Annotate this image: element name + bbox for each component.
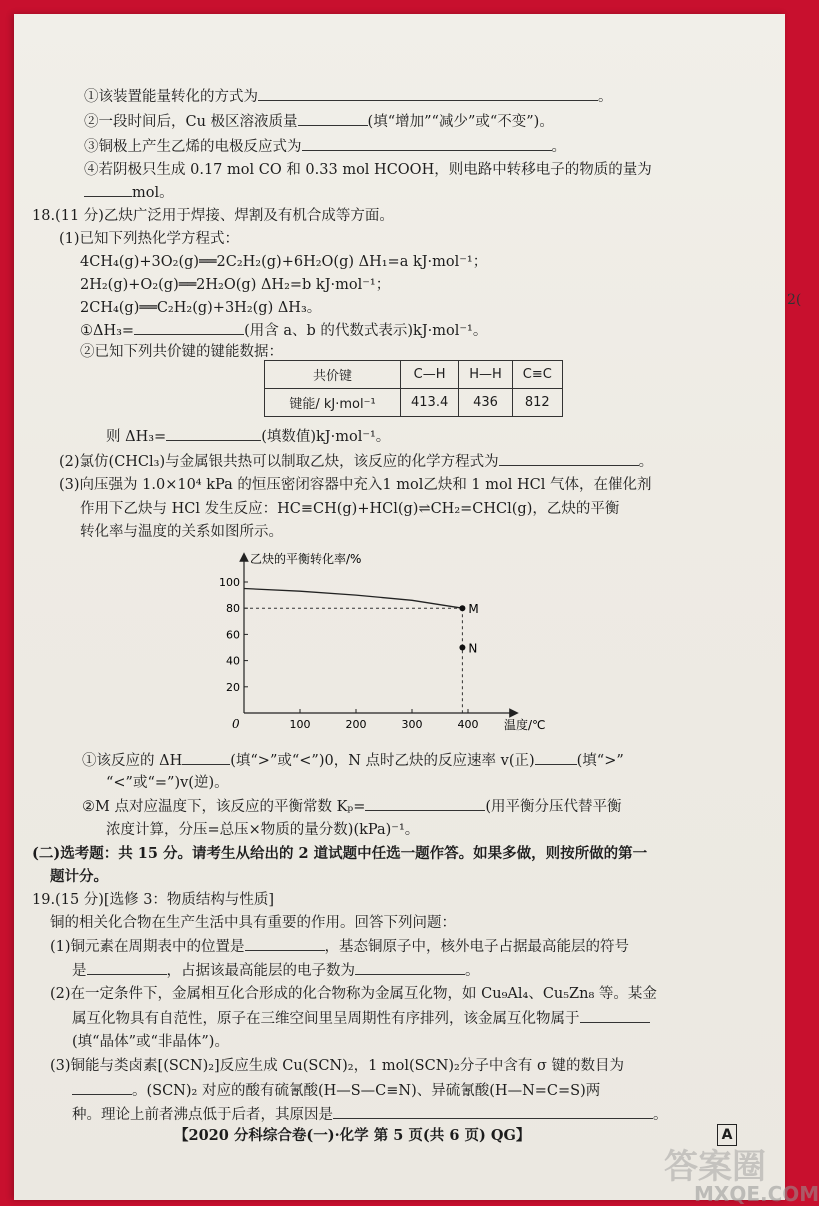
table-cell: 共价键 (265, 361, 401, 389)
section-2-heading: (二)选考题：共 15 分。请考生从给出的 2 道试题中任选一题作答。如果多做，则按所做的第一 (32, 845, 648, 862)
watermark-url: MXQE.COM (694, 1182, 819, 1206)
table-cell: 键能/ kJ·mol⁻¹ (265, 389, 401, 417)
table-cell: H—H (459, 361, 513, 389)
table-row (265, 389, 563, 417)
y-tick-label: 40 (226, 654, 240, 668)
exam-page (14, 14, 819, 1206)
conversion-temperature-chart (214, 549, 554, 739)
question-line-1: ①该装置能量转化的方式为 。 (84, 86, 613, 107)
table-cell: C≡C (512, 361, 562, 389)
q19-part3-line1: (3)铜能与类卤素[(SCN)₂]反应生成 Cu(SCN)₂，1 mol(SCN)₂分子中含有 σ 键的数目为 (50, 1058, 624, 1074)
y-tick-label: 100 (219, 576, 240, 589)
x-axis-label: 温度/℃ (504, 718, 546, 732)
q18-part3-line1: (3)向压强为 1.0×10⁴ kPa 的恒压密闭容器中充入1 mol乙炔和 1 mol HCl 气体，在催化剂 (59, 477, 652, 493)
conversion-curve (244, 589, 462, 609)
q19-part1-line1: (1)铜元素在周期表中的位置是 ，基态铜原子中，核外电子占据最高能层的符号 (50, 936, 629, 957)
section-2-heading-cont: 题计分。 (50, 868, 108, 885)
answer-1-line2: “<”或“=”)v(逆)。 (106, 775, 229, 791)
x-tick-label: 400 (457, 718, 479, 731)
q19-part1-line2: 是 ，占据该最高能层的电子数为 。 (72, 960, 480, 981)
question-18-title: 18.(11 分)乙炔广泛用于焊接、焊割及有机合成等方面。 (32, 208, 394, 224)
table-cell: 812 (512, 389, 562, 417)
q19-part2-line1: (2)在一定条件下，金属相互化合形成的化合物称为金属互化物，如 Cu₉Al₄、Cu₅Zn₈ 等。某金 (50, 986, 657, 1002)
q18-part2: (2)氯仿(CHCl₃)与金属银共热可以制取乙炔，该反应的化学方程式为 。 (59, 451, 653, 472)
table-cell: 436 (459, 389, 513, 417)
q19-part2-line3: (填“晶体”或“非晶体”)。 (72, 1034, 229, 1050)
dh3-line: ①ΔH₃= (用含 a、b 的代数式表示)kJ·mol⁻¹。 (80, 320, 487, 341)
q18-part3-line3: 转化率与温度的关系如图所示。 (80, 524, 283, 540)
y-tick-label: 80 (226, 602, 240, 616)
table-row (265, 361, 563, 389)
question-line-3: ③铜极上产生乙烯的电极反应式为 。 (84, 136, 566, 157)
version-badge: A (717, 1124, 737, 1146)
dh3-value-line: 则 ΔH₃= (填数值)kJ·mol⁻¹。 (106, 426, 390, 447)
question-line-2: ②一段时间后，Cu 极区溶液质量 (填“增加”“减少”或“不变”)。 (84, 111, 554, 132)
x-tick-label: 100 (289, 718, 311, 731)
point-M (459, 605, 465, 611)
question-line-4: ④若阴极只生成 0.17 mol CO 和 0.33 mol HCOOH，则电路中转移电子的物质的量为 (84, 162, 652, 178)
watermark-logo: 答案圈 (664, 1147, 766, 1187)
q19-part3-line3: 种。理论上前者沸点低于后者，其原因是 。 (72, 1104, 668, 1125)
question-line-5: mol。 (84, 182, 174, 203)
page-footer: 【2020 分科综合卷(一)·化学 第 5 页(共 6 页) QG】 (174, 1127, 531, 1144)
answer-2-line1: ②M 点对应温度下，该反应的平衡常数 Kₚ= (用平衡分压代替平衡 (82, 796, 622, 817)
answer-2-line2: 浓度计算，分压=总压×物质的量分数)(kPa)⁻¹。 (106, 822, 420, 838)
point-label-M: M (468, 602, 479, 617)
table-cell: C—H (401, 361, 459, 389)
answer-1-line1: ①该反应的 ΔH (填“>”或“<”)0，N 点时乙炔的反应速率 v(正) (填“>” (82, 750, 624, 771)
bond-energy-table (264, 360, 563, 417)
bond-intro: ②已知下列共价键的键能数据： (80, 344, 283, 360)
origin-label: 0 (232, 717, 240, 731)
adjacent-page-edge-text: 2( (787, 292, 802, 308)
point-N (459, 645, 465, 651)
q19-part2-line2: 属互化物具有自范性，原子在三维空间里呈周期性有序排列，该金属互化物属于 (72, 1008, 650, 1029)
y-tick-label: 60 (226, 628, 240, 642)
point-label-N: N (468, 641, 478, 656)
y-axis-label: 乙炔的平衡转化率/% (250, 552, 362, 566)
question-19-title: 19.(15 分)[选修 3：物质结构与性质] (32, 892, 275, 908)
q18-part1: (1)已知下列热化学方程式： (59, 231, 240, 247)
equation-2: 2H₂(g)+O₂(g)══2H₂O(g) ΔH₂=b kJ·mol⁻¹； (80, 277, 391, 293)
x-tick-label: 200 (345, 718, 367, 731)
q19-intro: 铜的相关化合物在生产生活中具有重要的作用。回答下列问题： (50, 915, 456, 931)
q19-part3-line2: 。(SCN)₂ 对应的酸有硫氰酸(H—S—C≡N)、异硫氰酸(H—N=C=S)两 (72, 1080, 600, 1101)
equation-1: 4CH₄(g)+3O₂(g)══2C₂H₂(g)+6H₂O(g) ΔH₁=a kJ·mol⁻¹； (80, 254, 488, 270)
q18-part3-line2: 作用下乙炔与 HCl 发生反应：HC≡CH(g)+HCl(g)⇌CH₂=CHCl(g)，乙炔的平衡 (80, 501, 620, 517)
table-cell: 413.4 (401, 389, 459, 417)
y-tick-label: 20 (226, 680, 240, 694)
equation-3: 2CH₄(g)══C₂H₂(g)+3H₂(g) ΔH₃。 (80, 300, 322, 316)
x-tick-label: 300 (401, 718, 423, 731)
